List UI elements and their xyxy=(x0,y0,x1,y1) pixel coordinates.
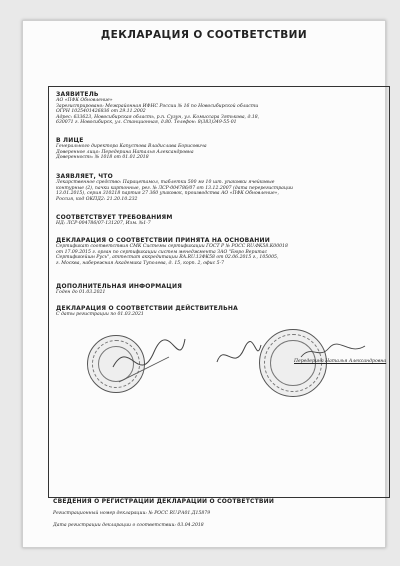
basis-heading: ДЕКЛАРАЦИЯ О СООТВЕТСТВИИ ПРИНЯТА НА ОСНОВАНИИ xyxy=(56,237,270,244)
represented-section xyxy=(56,137,382,161)
document-page xyxy=(22,20,386,548)
basis-line: г. Москва, набережная Академика Туполева, д. 15, корп. 2, офис 5-7 xyxy=(56,260,225,266)
signature-center xyxy=(214,337,264,377)
declares-section xyxy=(56,173,382,202)
requirements-heading: СООТВЕТСТВУЕТ ТРЕБОВАНИЯМ xyxy=(56,214,173,221)
applicant-section xyxy=(56,91,382,126)
registration-number: Регистрационный номер декларации: № РОСС RU.РА01.Д15879 xyxy=(53,511,211,516)
registration-heading: СВЕДЕНИЯ О РЕГИСТРАЦИИ ДЕКЛАРАЦИИ О СООТВЕТСТВИИ xyxy=(53,498,275,505)
additional-heading: ДОПОЛНИТЕЛЬНАЯ ИНФОРМАЦИЯ xyxy=(56,283,183,290)
represented-line: Доверенное лицо: Передерина Наталья Александровна xyxy=(56,149,194,155)
basis-line: от 17.09.2015 г. орган по сертификации систем менеджмента ЗАО "Бюро Веритас xyxy=(56,249,268,255)
represented-line: Генерального директора Капустова Владислава Борисовича xyxy=(56,144,207,149)
represented-line: Доверенность: № 1018 от 01.01.2018 xyxy=(56,155,149,161)
basis-line: Сертификейшн Русь", аттестат аккредитации RA.RU.13ФК58 от 02.06.2015 г., 105005, xyxy=(56,255,279,261)
applicant-line: Зарегистрировано: Межрайонная ИФНС России № 16 по Новосибирской области xyxy=(56,103,259,109)
declares-line: Лекарственное средство: Парацетамол, таблетки 500 мг 10 шт. упаковки ячейковые xyxy=(56,180,275,185)
requirements-line: НД: ЛСР-004786/07-131207, Изм. №1-7 xyxy=(56,221,151,226)
declares-heading: ЗАЯВЛЯЕТ, ЧТО xyxy=(56,173,113,180)
basis-line: Сертификат соответствия СМК Системы сертификации ГОСТ Р № РОСС RU.ФК58.К00018 xyxy=(56,244,288,249)
applicant-line: АО «ПФК Обновление» xyxy=(56,98,113,103)
applicant-line: Адрес: 633623, Новосибирская область, р.п. Сузун, ул. Комиссара Зятькова, д.18, xyxy=(56,114,260,120)
signer-name: Передерина Наталья Александровна xyxy=(294,359,387,364)
declares-line: 13.01.2015), серия 310218 партия 27 360 упаковок, производства АО «ПФК Обновление», xyxy=(56,191,279,197)
validity-line: С даты регистрации по 01.03.2021 xyxy=(56,312,144,317)
declares-line: контурные (2), пачки картонные, рег. № ЛСР-004786/07 от 13.12.2007 (дата перерегистрации xyxy=(56,185,293,191)
registration-date: Дата регистрации декларации о соответствии: 03.04.2018 xyxy=(53,522,204,528)
additional-section xyxy=(56,283,382,296)
validity-heading: ДЕКЛАРАЦИЯ О СООТВЕТСТВИИ ДЕЙСТВИТЕЛЬНА xyxy=(56,305,238,312)
applicant-line: ОГРН 1025401426836 от 29.11.2002 xyxy=(56,109,146,115)
registration-section xyxy=(53,498,383,528)
declaration-frame xyxy=(48,86,390,498)
declares-line: Россия, код ОКПД2: 21.20.10.232 xyxy=(56,196,138,202)
signature-left xyxy=(109,327,189,397)
requirements-section xyxy=(56,214,382,227)
signature-right xyxy=(299,342,369,362)
document-title: ДЕКЛАРАЦИЯ О СООТВЕТСТВИИ xyxy=(100,29,308,41)
represented-heading: В ЛИЦЕ xyxy=(56,137,84,144)
basis-section xyxy=(56,237,382,266)
validity-section xyxy=(56,305,382,318)
applicant-line: 630071 г. Новосибирск, ул. Станционная, д.80. Телефон: 8(383)349-55-01 xyxy=(56,120,237,126)
additional-line: Годен до 01.03.2021 xyxy=(56,290,106,295)
applicant-heading: ЗАЯВИТЕЛЬ xyxy=(56,91,99,98)
